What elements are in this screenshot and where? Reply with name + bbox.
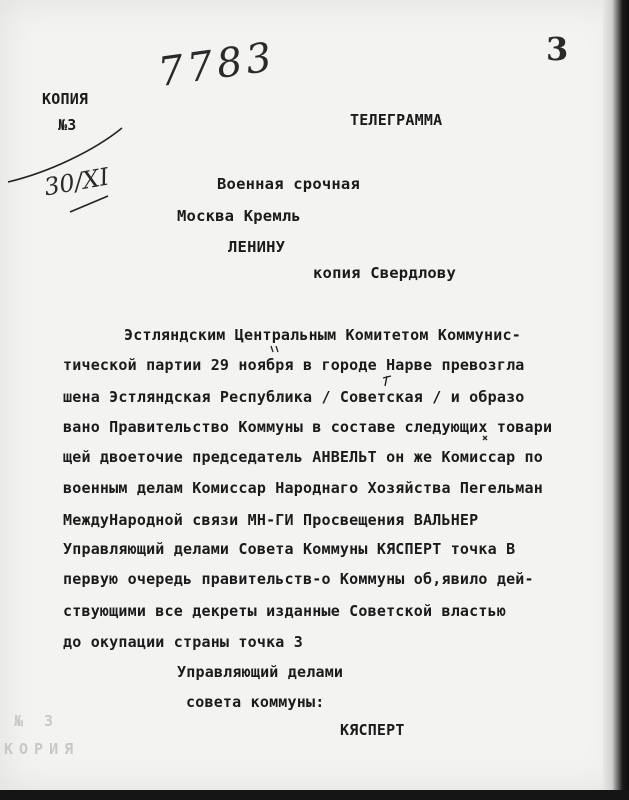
doc-type-title: ТЕЛЕГРАММА: [350, 111, 443, 129]
body-line-8: Управляющий делами Совета Коммуны КЯСПЕРТ точка В: [63, 540, 516, 558]
copy-number: №3: [58, 116, 77, 134]
body-line-1: Эстляндским Центральным Комитетом Коммунис-: [124, 326, 521, 344]
signature-title-1: Управляющий делами: [177, 663, 344, 681]
body-line-11: до окупации страны точка 3: [63, 633, 303, 651]
body-line-4: вано Правительство Коммуны в составе следующих товари: [63, 418, 553, 436]
body-line-3: шена Эстляндская Республика / Советская / и образо: [63, 388, 525, 406]
body-line-7: МеждуНародной связи МН-ГИ Просвещения ВАЛЬНЕР: [63, 511, 479, 529]
address-line-2: Москва Кремль: [177, 207, 301, 225]
ghost-text-1: № 3: [14, 712, 60, 730]
address-line-4: копия Свердлову: [313, 264, 456, 282]
page-edge-shadow: [603, 0, 629, 800]
signature-title-2: совета коммуны:: [186, 693, 325, 711]
body-line-10: ствующими все декреты изданные Советской властью: [63, 602, 507, 620]
body-line-6: военным делам Комиссар Народнаго Хозяйства Пегельман: [63, 479, 543, 497]
scan-bottom-border: [0, 790, 629, 800]
address-line-3: ЛЕНИНУ: [228, 238, 286, 256]
body-line-5: щей двоеточие председатель АНВЕЛЬТ он же Комиссар по: [63, 448, 543, 466]
handwritten-date: 30/XI: [42, 162, 112, 202]
copy-label: КОПИЯ: [42, 90, 89, 108]
address-line-1: Военная срочная: [217, 175, 360, 193]
handwritten-archive-number: 7783: [155, 34, 279, 96]
ghost-text-2: КОРИЯ: [4, 740, 80, 758]
body-line-9: первую очередь правительств-о Коммуны об,явило дей-: [63, 570, 534, 588]
signature-name: КЯСПЕРТ: [340, 721, 405, 739]
page-number: 3: [546, 30, 569, 68]
body-line-2: тической партии 29 ноября в городе Нарве превозгла: [63, 356, 525, 374]
